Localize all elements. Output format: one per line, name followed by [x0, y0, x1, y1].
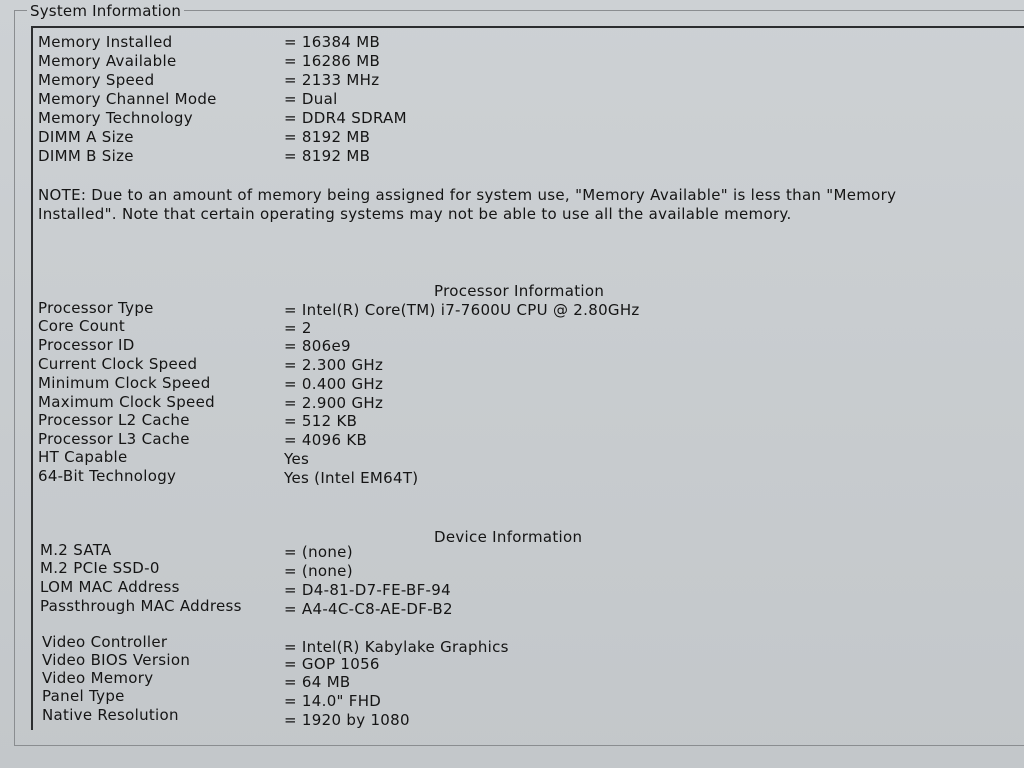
processor-id-label: Processor ID	[38, 336, 135, 354]
core-count-label: Core Count	[38, 317, 126, 335]
memory-installed-value: = 16384 MB	[284, 33, 381, 51]
native-resolution-label: Native Resolution	[42, 706, 179, 724]
64-bit-technology-value: Yes (Intel EM64T)	[284, 469, 419, 487]
native-resolution-value: = 1920 by 1080	[284, 711, 410, 729]
memory-speed-value: = 2133 MHz	[284, 71, 380, 89]
lom-mac-address-value: = D4-81-D7-FE-BF-94	[284, 581, 451, 599]
ht-capable-value: Yes	[284, 450, 310, 468]
maximum-clock-speed-label: Maximum Clock Speed	[38, 393, 215, 411]
video-controller-value: = Intel(R) Kabylake Graphics	[284, 638, 509, 656]
processor-l3-cache-label: Processor L3 Cache	[38, 430, 190, 448]
dimm-a-size-value: = 8192 MB	[284, 128, 371, 146]
processor-l2-cache-value: = 512 KB	[284, 412, 358, 430]
ht-capable-label: HT Capable	[38, 448, 128, 466]
panel-type-value: = 14.0" FHD	[284, 692, 382, 710]
memory-technology-value: = DDR4 SDRAM	[284, 109, 407, 127]
groupbox-title: System Information	[27, 2, 184, 20]
processor-l2-cache-label: Processor L2 Cache	[38, 411, 190, 429]
panel-type-label: Panel Type	[42, 687, 125, 705]
video-bios-version-label: Video BIOS Version	[42, 651, 191, 669]
memory-available-value: = 16286 MB	[284, 52, 381, 70]
processor-id-value: = 806e9	[284, 337, 351, 355]
m2-sata-value: = (none)	[284, 543, 353, 561]
m2-pcie-ssd-0-label: M.2 PCIe SSD-0	[40, 559, 160, 577]
video-memory-value: = 64 MB	[284, 673, 351, 691]
passthrough-mac-address-value: = A4-4C-C8-AE-DF-B2	[284, 600, 453, 618]
current-clock-speed-value: = 2.300 GHz	[284, 356, 384, 374]
video-bios-version-value: = GOP 1056	[284, 655, 380, 673]
dimm-a-size-label: DIMM A Size	[38, 128, 134, 146]
m2-pcie-ssd-0-value: = (none)	[284, 562, 353, 580]
device-information-heading: Device Information	[434, 528, 583, 546]
processor-information-heading: Processor Information	[434, 282, 605, 300]
current-clock-speed-label: Current Clock Speed	[38, 355, 198, 373]
memory-speed-label: Memory Speed	[38, 71, 155, 89]
memory-available-label: Memory Available	[38, 52, 177, 70]
memory-channel-mode-value: = Dual	[284, 90, 338, 108]
lom-mac-address-label: LOM MAC Address	[40, 578, 180, 596]
m2-sata-label: M.2 SATA	[40, 541, 112, 559]
processor-type-value: = Intel(R) Core(TM) i7-7600U CPU @ 2.80GHz	[284, 301, 640, 319]
passthrough-mac-address-label: Passthrough MAC Address	[40, 597, 242, 615]
video-controller-label: Video Controller	[42, 633, 168, 651]
memory-note: NOTE: Due to an amount of memory being assigned for system use, "Memory Available" is less than "Memory Installed". Note that certain operating systems may not be able to use all the available memory.	[38, 186, 897, 223]
dimm-b-size-label: DIMM B Size	[38, 147, 134, 165]
minimum-clock-speed-value: = 0.400 GHz	[284, 375, 384, 393]
processor-l3-cache-value: = 4096 KB	[284, 431, 368, 449]
maximum-clock-speed-value: = 2.900 GHz	[284, 394, 384, 412]
64-bit-technology-label: 64-Bit Technology	[38, 467, 177, 485]
minimum-clock-speed-label: Minimum Clock Speed	[38, 374, 211, 392]
video-memory-label: Video Memory	[42, 669, 154, 687]
processor-type-label: Processor Type	[38, 299, 154, 317]
dimm-b-size-value: = 8192 MB	[284, 147, 371, 165]
core-count-value: = 2	[284, 319, 312, 337]
memory-technology-label: Memory Technology	[38, 109, 193, 127]
memory-installed-label: Memory Installed	[38, 33, 173, 51]
memory-channel-mode-label: Memory Channel Mode	[38, 90, 217, 108]
